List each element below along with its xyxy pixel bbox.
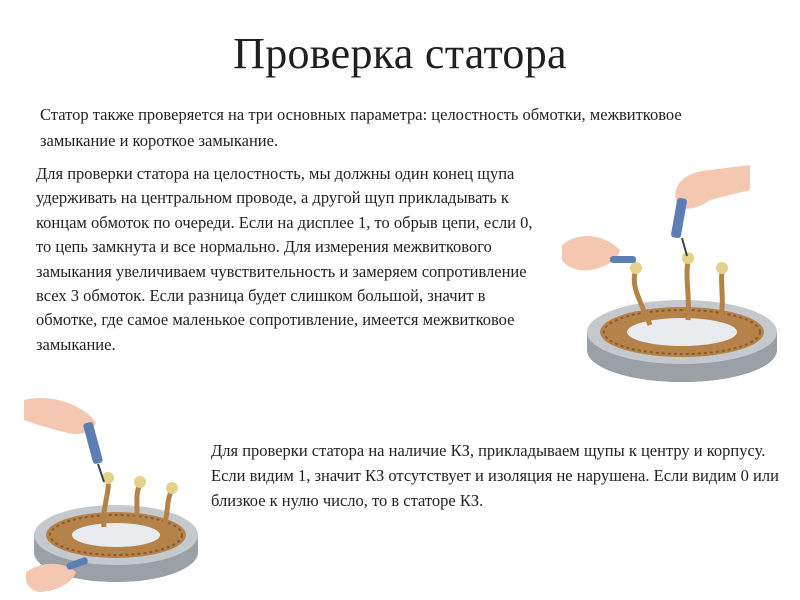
stator-center (627, 318, 737, 346)
page-title: Проверка статора (233, 29, 567, 78)
intro-text: Статор также проверяется на три основных параметра: целостность обмотки, межвитковое замыкание и короткое замыкание. (40, 105, 682, 150)
terminal-2 (134, 476, 146, 488)
probe-upper (671, 197, 688, 238)
probe-left (610, 256, 636, 263)
stator-short-circuit-illustration (24, 392, 204, 597)
terminal-1 (102, 472, 114, 484)
integrity-check-text: Для проверки статора на целостность, мы должны один конец щупа удерживать на центральном проводе, а другой щуп прикладывать к концам обмоток по очереди. Если на дисплее 1, то обрыв цепи, если 0, то цепь замкнута и все нормально. Для измерения межвиткового замыкания увеличиваем чувствительность и замеряем сопротивление всех 3 обмоток. Если разница будет слишком большой, значит в обмотке, где самое маленькое сопротивление, имеется межвитковое замыкание. (36, 164, 533, 354)
stator-center (72, 523, 160, 547)
short-circuit-check-text: Для проверки статора на наличие КЗ, прикладываем щупы к центру и корпусу. Если видим 1, значит КЗ отсутствует и изоляция не нарушена. Если видим 0 или близкое к нулю число, то в статоре КЗ. (211, 441, 779, 510)
terminal-2 (682, 252, 694, 264)
wire-2 (687, 260, 688, 320)
wire-3 (720, 270, 722, 322)
left-hand (562, 236, 620, 270)
terminal-1 (630, 262, 642, 274)
probe-upper (83, 421, 104, 464)
terminal-3 (166, 482, 178, 494)
probe-upper-tip (98, 464, 104, 482)
stator-integrity-illustration (560, 160, 780, 390)
terminal-3 (716, 262, 728, 274)
